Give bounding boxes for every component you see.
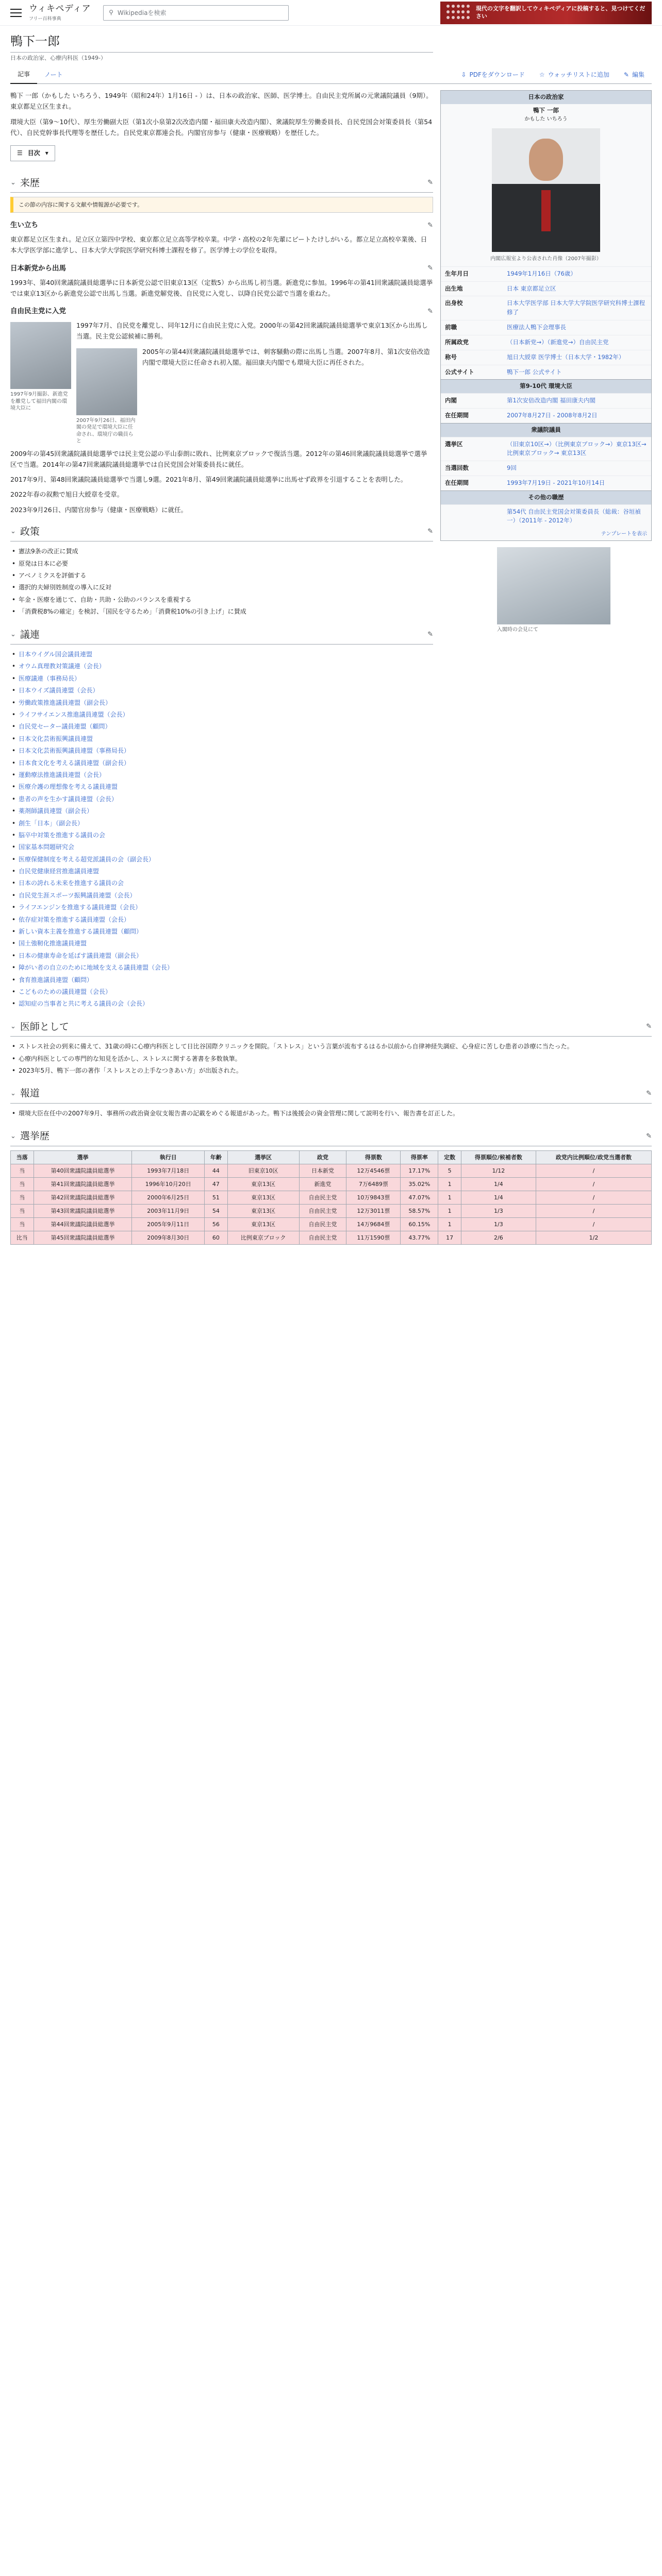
- table-cell: 44: [205, 1164, 228, 1177]
- side-figure: [497, 547, 610, 634]
- diet-section-header: 衆議院議員: [441, 423, 651, 437]
- tab-talk[interactable]: ノート: [44, 71, 63, 79]
- figure-1-caption: 1997年9月撮影、新進党を離党して福田内閣の環境大臣に: [10, 392, 68, 412]
- table-cell: 1: [438, 1217, 461, 1231]
- table-cell: 1/3: [461, 1217, 536, 1231]
- column-header[interactable]: 得票数: [346, 1150, 401, 1164]
- table-cell: 2000年6月25日: [132, 1191, 205, 1204]
- table-cell[interactable]: 日本新党: [299, 1164, 346, 1177]
- intro-paragraph-2: 環境大臣（第9〜10代）、厚生労働副大臣（第1次小泉第2次改造内閣・福田康夫改造内閣）、衆議院厚生労働委員長、自民党国会対策委員長（第54代）、自民党幹事長代理等を歴任した。自民党東京都連会長。内閣官房参与（健康・医療戦略）を歴任した。: [10, 117, 433, 137]
- infobox-row-label: 生年月日: [445, 269, 469, 277]
- section-policy[interactable]: ⌄ 政策 ✎: [10, 524, 433, 541]
- side-figure-image[interactable]: [497, 547, 610, 624]
- list-item[interactable]: • 運動療法推進議員連盟（会長）: [10, 769, 433, 781]
- side-figure-caption: 入閣時の会見にて: [497, 626, 538, 633]
- table-cell: 7万6489票: [346, 1177, 401, 1191]
- infobox-row-value[interactable]: 第54代 自由民主党国会対策委員長（総裁：谷垣禎一）（2011年 - 2012年）: [507, 507, 641, 524]
- minister-section-header: 第9-10代 環境大臣: [441, 379, 651, 393]
- infobox-row-value[interactable]: 鴨下一郎 公式サイト: [507, 368, 562, 376]
- infobox-row: [441, 320, 651, 335]
- infobox-row-label: 在任期間: [445, 479, 469, 487]
- infobox-row-label: 選挙区: [445, 440, 463, 448]
- list-item[interactable]: • 日本文化芸術振興議員連盟: [10, 733, 433, 745]
- table-cell[interactable]: 比例東京ブロック: [227, 1231, 299, 1244]
- table-cell[interactable]: 第40回衆議院議員総選挙: [34, 1164, 132, 1177]
- table-cell: 51: [205, 1191, 228, 1204]
- table-cell: 2009年8月30日: [132, 1231, 205, 1244]
- news-item: • 環境大臣在任中の2007年9月、事務所の政治資金収支報告書の記載をめぐる報道があった。鴨下は後援会の資金管理に関して説明を行い、報告書を訂正した。: [10, 1108, 652, 1120]
- table-cell: 1: [438, 1177, 461, 1191]
- chevron-down-icon: ⌄: [10, 631, 16, 639]
- download-icon: ⇩: [461, 71, 467, 79]
- chevron-down-icon: ⌄: [10, 1090, 16, 1098]
- list-item[interactable]: • 医療議連（事務局長）: [10, 673, 433, 685]
- banner-graphic-icon: [446, 5, 471, 21]
- watchlist-button[interactable]: ☆ ウォッチリストに追加: [532, 66, 617, 84]
- photo-caption: 内閣広報室より公表された肖像（2007年撮影）: [490, 256, 602, 262]
- list-item[interactable]: • 日本ウイグル国会議員連盟: [10, 649, 433, 660]
- logo-text: ウィキペディア: [29, 4, 91, 14]
- table-cell[interactable]: 第43回衆議院議員総選挙: [34, 1204, 132, 1217]
- table-cell[interactable]: 自由民主党: [299, 1204, 346, 1217]
- pencil-icon[interactable]: ✎: [427, 179, 433, 187]
- table-cell: 当: [11, 1164, 34, 1177]
- table-cell: 58.57%: [401, 1204, 438, 1217]
- table-cell: 5: [438, 1164, 461, 1177]
- list-item: • ストレス社会の到来に備えて、31歳の時に心療内科医として日比谷国際クリニックを開院。「ストレス」という言葉が流布するはるか以前から自律神経失調症、心身症に苦しむ患者の診療に当たった。: [10, 1041, 652, 1053]
- table-cell: 12万3011票: [346, 1204, 401, 1217]
- infobox-row: [441, 296, 651, 320]
- figure-2: [76, 348, 137, 445]
- infobox-column: [440, 90, 652, 633]
- infobox-row: [441, 266, 651, 281]
- column-header[interactable]: 年齢: [205, 1150, 228, 1164]
- table-cell[interactable]: 東京13区: [227, 1217, 299, 1231]
- site-header: [0, 0, 662, 26]
- list-item[interactable]: • 日本の健康寿命を延ばす議員連盟（副会長）: [10, 950, 433, 962]
- table-cell: 1/4: [461, 1177, 536, 1191]
- list-item[interactable]: • 自民党セーター議員連盟（顧問）: [10, 721, 433, 733]
- infobox-row-label: 称号: [445, 353, 457, 361]
- pencil-icon[interactable]: ✎: [427, 221, 433, 229]
- table-cell: 当: [11, 1217, 34, 1231]
- chevron-down-icon: ▾: [45, 149, 48, 157]
- table-cell: 2003年11月9日: [132, 1204, 205, 1217]
- doctor-list: [10, 1041, 652, 1077]
- list-item[interactable]: • 国家基本問題研究会: [10, 841, 433, 853]
- infobox-row-label: 在任期間: [445, 411, 469, 419]
- page-title: 鴨下一郎: [10, 32, 433, 53]
- ldp-paragraph-1: 1997年7月、自民党を離党し、同年12月に自由民主党に入党。2000年の第42回衆議院議員総選挙で東京13区から出馬し当選。民主党公認候補に勝利。: [76, 321, 428, 341]
- infobox-row: [441, 476, 651, 490]
- column-header[interactable]: 執行日: [132, 1150, 205, 1164]
- table-cell[interactable]: 東京13区: [227, 1177, 299, 1191]
- table-cell: 当: [11, 1191, 34, 1204]
- table-cell: 47.07%: [401, 1191, 438, 1204]
- pencil-icon: ✎: [623, 71, 629, 79]
- table-cell: 2005年9月11日: [132, 1217, 205, 1231]
- table-cell: 当: [11, 1204, 34, 1217]
- figure-2-image[interactable]: [76, 348, 137, 415]
- table-cell: 1: [438, 1204, 461, 1217]
- search-box[interactable]: [103, 5, 289, 21]
- table-cell[interactable]: 自由民主党: [299, 1191, 346, 1204]
- ldp-paragraph-6: 2023年9月26日、内閣官房参与（健康・医療戦略）に就任。: [10, 505, 188, 514]
- search-icon: ⚲: [109, 9, 113, 16]
- list-item[interactable]: • 国土強靭化推進議員連盟: [10, 938, 433, 950]
- table-cell[interactable]: 第41回衆議院議員総選挙: [34, 1177, 132, 1191]
- table-cell[interactable]: 第44回衆議院議員総選挙: [34, 1217, 132, 1231]
- table-cell: 54: [205, 1204, 228, 1217]
- list-item[interactable]: • 認知症の当事者と共に考える議員の会（会長）: [10, 998, 433, 1010]
- list-item[interactable]: • ライフサイエンス推進議員連盟（会長）: [10, 709, 433, 721]
- table-cell: /: [536, 1204, 651, 1217]
- infobox-row-label: 出身校: [445, 299, 463, 307]
- table-cell: 12万4546票: [346, 1164, 401, 1177]
- pencil-icon[interactable]: ✎: [427, 631, 433, 639]
- infobox-row: [441, 504, 651, 529]
- subsection-pre-politics: 日本新党から出馬 ✎: [10, 263, 433, 274]
- table-cell[interactable]: 自由民主党: [299, 1231, 346, 1244]
- pencil-icon[interactable]: ✎: [427, 264, 433, 273]
- table-cell: 1/12: [461, 1164, 536, 1177]
- column-header[interactable]: 得票順位/候補者数: [461, 1150, 536, 1164]
- chevron-down-icon: ⌄: [10, 528, 16, 536]
- table-cell: /: [536, 1191, 651, 1204]
- table-cell: 10万9843票: [346, 1191, 401, 1204]
- list-item[interactable]: • 医療保健制度を考える超党派議員の会（副会長）: [10, 854, 433, 866]
- table-row: [11, 1164, 652, 1177]
- infobox-row-value[interactable]: 日本大学医学部 日本大学大学院医学研究科博士課程修了: [507, 299, 646, 316]
- infobox-row-label: 当選回数: [445, 464, 469, 472]
- table-cell: 当: [11, 1177, 34, 1191]
- table-cell: 43.77%: [401, 1231, 438, 1244]
- wikipedia-logo[interactable]: [29, 2, 91, 23]
- section-doctor[interactable]: ⌄ 医師として ✎: [10, 1020, 652, 1037]
- list-item[interactable]: • 自民党生涯スポーツ振興議員連盟（会長）: [10, 890, 433, 902]
- infobox-row-label: 出生地: [445, 284, 463, 292]
- table-row: [11, 1191, 652, 1204]
- infobox-row: [441, 393, 651, 408]
- list-item[interactable]: • 脳卒中対策を推進する議員の会: [10, 829, 433, 841]
- ldp-paragraph-2: 2005年の第44回衆議院議員総選挙では、刺客騒動の際に出馬し当選。2007年8月、第1次安倍改造内閣で環境大臣に任命され初入閣。福田康夫内閣でも環境大臣に再任された。: [142, 347, 430, 366]
- list-item: • 選択的夫婦別姓制度の導入に反対: [10, 582, 433, 594]
- infobox-row: [441, 437, 651, 461]
- column-header[interactable]: 当落: [11, 1150, 34, 1164]
- column-header[interactable]: 政党内比例順位/政党当選者数: [536, 1150, 651, 1164]
- table-cell: /: [536, 1164, 651, 1177]
- table-cell: 比当: [11, 1231, 34, 1244]
- star-icon: ☆: [539, 71, 545, 79]
- list-item[interactable]: • 日本ウイズ議員連盟（会長）: [10, 685, 433, 697]
- menu-icon[interactable]: [10, 9, 22, 17]
- section-history[interactable]: ⌄ 来歴 ✎: [10, 176, 433, 193]
- list-item[interactable]: • 日本文化芸術振興議員連盟（事務局長）: [10, 745, 433, 757]
- column-header[interactable]: 定数: [438, 1150, 461, 1164]
- list-item[interactable]: • 労働政策推進議員連盟（副会長）: [10, 697, 433, 709]
- infobox-row-value[interactable]: 旭日大綬章 医学博士（日本大学・1982年）: [507, 353, 625, 361]
- intro-paragraph-1: 鴨下 一郎（かもした いちろう、1949年（昭和24年）1月16日 - ）は、日本の政治家、医師、医学博士。自由民主党所属の元衆議院議員（9期）。東京都足立区生まれ。: [10, 92, 433, 111]
- list-item[interactable]: • 創生「日本」（副会長）: [10, 818, 433, 829]
- news-list: [10, 1108, 652, 1120]
- table-cell: 56: [205, 1217, 228, 1231]
- ldp-paragraph-3: 2009年の第45回衆議院議員総選挙では民主党公認の平山泰朗に敗れ、比例東京ブロックで復活当選。2012年の第46回衆議院議員総選挙で選挙区で当選。2014年の第47回衆議院議員総選挙では自民党国会対策委員長に就任。: [10, 449, 427, 468]
- toc-label: 目次: [27, 149, 40, 157]
- pencil-icon[interactable]: ✎: [646, 1090, 652, 1098]
- section-news[interactable]: ⌄ 報道 ✎: [10, 1086, 652, 1103]
- chevron-down-icon: ⌄: [10, 1132, 16, 1140]
- pdf-download-button[interactable]: ⇩ PDFをダウンロード: [454, 66, 532, 84]
- table-cell: 35.02%: [401, 1177, 438, 1191]
- chevron-down-icon: ⌄: [10, 1023, 16, 1031]
- main-column: [10, 90, 433, 1010]
- list-item[interactable]: • 日本の誇れる未来を推進する議員の会: [10, 877, 433, 889]
- section-caucus[interactable]: ⌄ 議連 ✎: [10, 628, 433, 645]
- other-section-header: その他の職歴: [441, 490, 651, 504]
- list-item[interactable]: • 患者の声を生かす議員連盟（会長）: [10, 793, 433, 805]
- table-cell: 2/6: [461, 1231, 536, 1244]
- short-description: 日本の政治家、心療内科医（1949-）: [10, 55, 106, 62]
- table-row: [11, 1204, 652, 1217]
- portrait-photo[interactable]: [492, 128, 600, 252]
- table-cell: /: [536, 1217, 651, 1231]
- infobox-row-value[interactable]: 日本 東京都足立区: [507, 284, 556, 292]
- infobox-row-label: 所属政党: [445, 338, 469, 346]
- infobox-row-value[interactable]: （旧東京10区→）（比例東京ブロック→）東京13区→ 比例東京ブロック→ 東京13区: [507, 440, 647, 457]
- list-item: • 憲法9条の改正に賛成: [10, 546, 433, 557]
- subsection-early: 生い立ち ✎: [10, 220, 433, 231]
- list-item[interactable]: • 新しい資本主義を推進する議員連盟（顧問）: [10, 926, 433, 938]
- page: [0, 0, 662, 1265]
- banner-text: 現代の文字を翻訳してウィキペディアに投稿すると、見つけてください: [475, 5, 646, 20]
- infobox-row-value[interactable]: 1993年7月19日 - 2021年10月14日: [507, 479, 605, 487]
- column-header[interactable]: 選挙: [34, 1150, 132, 1164]
- table-cell: 1993年7月18日: [132, 1164, 205, 1177]
- table-cell[interactable]: 第42回衆議院議員総選挙: [34, 1191, 132, 1204]
- table-cell: 1996年10月20日: [132, 1177, 205, 1191]
- table-cell: 60.15%: [401, 1217, 438, 1231]
- ldp-paragraph-4: 2017年9月、第48回衆議院議員総選挙で当選し9選。2021年8月、第49回衆議院議員総選挙に出馬せず政界を引退することを表明した。: [10, 476, 407, 484]
- toc-toggle[interactable]: [10, 145, 55, 161]
- table-cell: 17.17%: [401, 1164, 438, 1177]
- list-item[interactable]: • 薬剤師議員連盟（副会長）: [10, 805, 433, 817]
- infobox-row-label: 前職: [445, 324, 457, 331]
- full-width-sections: [10, 1020, 652, 1245]
- infobox-row-value[interactable]: 2007年8月27日 - 2008年8月2日: [507, 411, 598, 419]
- infobox-row-label: 公式サイト: [445, 368, 474, 376]
- list-item[interactable]: • こどものための議員連盟（会長）: [10, 986, 433, 998]
- list-item[interactable]: • 医療介護の理想像を考える議員連盟: [10, 781, 433, 793]
- table-cell: 11万1590票: [346, 1231, 401, 1244]
- column-header[interactable]: 政党: [299, 1150, 346, 1164]
- list-item[interactable]: • 自民党健康経営推進議員連盟: [10, 866, 433, 877]
- infobox-row: [441, 335, 651, 350]
- table-cell: 1/3: [461, 1204, 536, 1217]
- table-cell: 47: [205, 1177, 228, 1191]
- pencil-icon[interactable]: ✎: [427, 307, 433, 315]
- column-header[interactable]: 選挙区: [227, 1150, 299, 1164]
- list-item[interactable]: • ライフエンジンを推進する議員連盟（会長）: [10, 902, 433, 913]
- list-item: • 年金・医療を通じて、自助・共助・公助のバランスを重視する: [10, 594, 433, 606]
- infobox-row: [441, 350, 651, 365]
- table-cell[interactable]: 旧東京10区: [227, 1164, 299, 1177]
- table-cell: 1/4: [461, 1191, 536, 1204]
- pencil-icon[interactable]: ✎: [427, 528, 433, 536]
- infobox-header: 日本の政治家: [441, 91, 651, 104]
- table-row: [11, 1231, 652, 1244]
- list-icon: ☰: [17, 149, 23, 157]
- infobox-row-label: [445, 507, 507, 526]
- pencil-icon[interactable]: ✎: [646, 1132, 652, 1140]
- table-cell: 14万9684票: [346, 1217, 401, 1231]
- content: [0, 84, 662, 1265]
- pre-politics-paragraph: 1993年、第40回衆議院議員総選挙に日本新党公認で旧東京13区（定数5）から出馬し初当選。新進党に参加。1996年の第41回衆議院議員総選挙では東京13区から新進党公認で出馬し当選。新進党解党後、自民党に入党し、以降自民党公認で当選を重ねた。: [10, 278, 433, 297]
- infobox-row-label: 内閣: [445, 397, 457, 404]
- policy-list: [10, 546, 433, 618]
- title-area: [0, 26, 662, 62]
- table-cell: 1/2: [536, 1231, 651, 1244]
- infobox-row-value[interactable]: （日本新党→）（新進党→）自由民主党: [507, 338, 609, 346]
- table-row: [11, 1217, 652, 1231]
- table-cell: /: [536, 1177, 651, 1191]
- figure-1: [10, 322, 71, 412]
- infobox: [440, 90, 652, 541]
- ldp-paragraph-5: 2022年春の叙勲で旭日大綬章を受章。: [10, 490, 124, 499]
- caucus-list: [10, 649, 433, 1010]
- infobox-row: [441, 461, 651, 476]
- page-toolbar: [10, 66, 652, 84]
- list-item[interactable]: • 依存症対策を推進する議員連盟（会長）: [10, 914, 433, 926]
- section-elections[interactable]: ⌄ 選挙歴 ✎: [10, 1129, 652, 1146]
- infobox-row: [441, 365, 651, 380]
- list-item: • 原発は日本に必要: [10, 558, 433, 570]
- list-item: • アベノミクスを評価する: [10, 570, 433, 582]
- table-cell: 60: [205, 1231, 228, 1244]
- template-link[interactable]: テンプレートを表示: [601, 531, 647, 537]
- table-cell[interactable]: 新進党: [299, 1177, 346, 1191]
- table-row: [11, 1177, 652, 1191]
- logo-subtitle: フリー百科事典: [29, 16, 61, 22]
- table-cell[interactable]: 東京13区: [227, 1191, 299, 1204]
- subsection-ldp: 自由民主党に入党 ✎: [10, 306, 433, 317]
- search-input[interactable]: [118, 9, 283, 16]
- list-item[interactable]: • 障がい者の自立のために地域を支える議員連盟（会長）: [10, 962, 433, 974]
- list-item[interactable]: • 日本食文化を考える議員連盟（副会長）: [10, 757, 433, 769]
- infobox-row: [441, 408, 651, 423]
- list-item[interactable]: • オウム真理教対策議連（会長）: [10, 660, 433, 672]
- infobox-row-value[interactable]: 医療法人鴨下会理事長: [507, 324, 566, 331]
- table-cell: 17: [438, 1231, 461, 1244]
- figure-2-caption: 2007年9月26日、福田内閣の発足で環境大臣に任命され、環境庁の職員らと: [76, 417, 136, 445]
- table-cell[interactable]: 東京13区: [227, 1204, 299, 1217]
- infobox-row: [441, 281, 651, 296]
- chevron-down-icon: ⌄: [10, 179, 16, 187]
- tab-article[interactable]: 記事: [10, 66, 37, 84]
- column-header[interactable]: 得票率: [401, 1150, 438, 1164]
- list-item: • 心療内科医としての専門的な知見を活かし、ストレスに関する著書を多数執筆。: [10, 1053, 652, 1065]
- promo-banner[interactable]: [440, 2, 652, 24]
- infobox-row-value[interactable]: 9回: [507, 464, 517, 472]
- list-item[interactable]: • 食育推進議員連盟（顧問）: [10, 974, 433, 986]
- table-cell: 1: [438, 1191, 461, 1204]
- notice-box: この節の内容に関する文献や情報源が必要です。: [10, 197, 433, 213]
- infobox-name: 鴨下 一郎 かもした いちろう: [524, 107, 568, 122]
- election-table: [10, 1150, 652, 1245]
- edit-button[interactable]: ✎ 編集: [617, 66, 652, 84]
- infobox-row-value[interactable]: 第1次安倍改造内閣 福田康夫内閣: [507, 397, 595, 404]
- table-cell[interactable]: 第45回衆議院議員総選挙: [34, 1231, 132, 1244]
- list-item: • 「消費税8%の確定」を検討、「国民を守るため」「消費税10%の引き上げ」に賛成: [10, 606, 433, 618]
- infobox-row-value[interactable]: 1949年1月16日（76歳）: [507, 269, 576, 277]
- figure-1-image[interactable]: [10, 322, 71, 389]
- pencil-icon[interactable]: ✎: [646, 1023, 652, 1031]
- early-paragraph: 東京都足立区生まれ。足立区立第四中学校、東京都立足立高等学校卒業。中学・高校の2年先輩にビートたけしがいる。都立足立高校卒業後、日本大学医学部に進学し、日本大学大学院医学研究科博士課程を修了。医学博士の学位を取得。: [10, 235, 427, 255]
- list-item: • 2023年5月、鴨下一郎の著作「ストレスとの上手なつきあい方」が出版された。: [10, 1065, 652, 1077]
- table-cell[interactable]: 自由民主党: [299, 1217, 346, 1231]
